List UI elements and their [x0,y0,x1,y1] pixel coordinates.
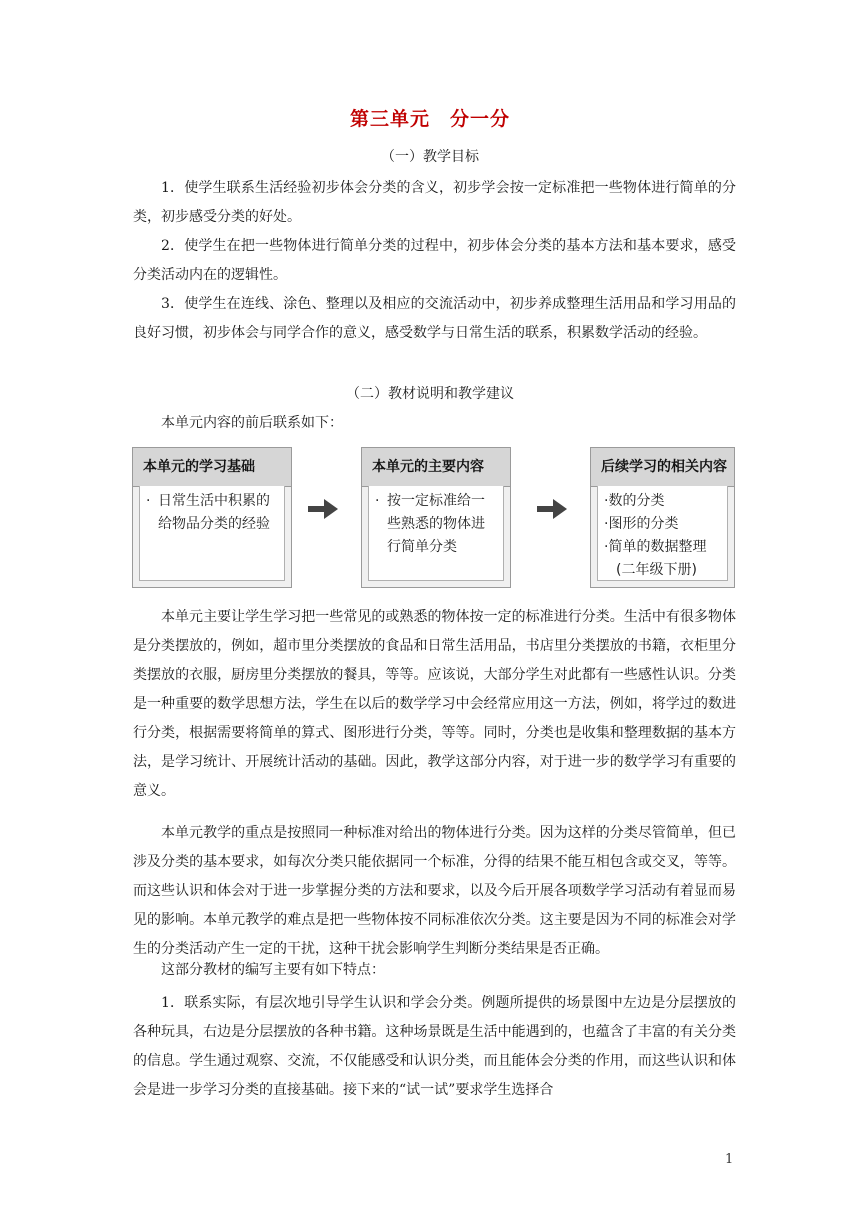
learning-foundation-box [132,447,292,588]
arrow-right-icon [537,499,567,519]
body-paragraph-1: 本单元主要让学生学习把一些常见的或熟悉的物体按一定的标准进行分类。生活中有很多物体是分类摆放的，例如，超市里分类摆放的食品和日常生活用品，书店里分类摆放的书籍，衣柜里分类摆放的衣服，厨房里分类摆放的餐具，等等。应该说，大部分学生对此都有一些感性认识。分类是一种重要的数学思想方法，学生在以后的数学学习中会经常应用这一方法，例如，将学过的数进行分类，根据需要将简单的算式、图形进行分类，等等。同时，分类也是收集和整理数据的基本方法，是学习统计、开展统计活动的基础。因此，教学这部分内容，对于进一步的数学学习有重要的意义。 [133,609,736,799]
objective-item-2: 2．使学生在把一些物体进行简单分类的过程中，初步体会分类的基本方法和基本要求，感受分类活动内在的逻辑性。 [133,238,736,283]
bullet: · [375,493,380,509]
follow-up-content [597,486,728,581]
main-content-content [368,486,504,581]
unit-title: 第三单元 分一分 [349,108,510,130]
follow-up-title: 后续学习的相关内容 [591,448,734,487]
learning-foundation-content [139,486,285,581]
learning-foundation-title: 本单元的学习基础 [133,448,291,487]
arrow-right-icon [308,499,338,519]
diagram-intro: 本单元内容的前后联系如下： [161,415,343,431]
unit-relation-diagram [132,447,735,590]
follow-up-item: ·简单的数据整理 [604,539,707,555]
main-line-3: 行简单分类 [387,539,457,555]
main-line-1: 按一定标准给一 [387,493,485,509]
main-line-2: 些熟悉的物体进 [387,516,485,532]
follow-up-note: (二年级下册) [616,562,697,578]
body-paragraph-2: 本单元教学的重点是按照同一种标准对给出的物体进行分类。因为这样的分类尽管简单，但已涉及分类的基本要求，如每次分类只能依据同一个标准，分得的结果不能互相包含或交叉，等等。而这些认识和体会对于进一步掌握分类的方法和要求，以及今后开展各项数学学习活动有着显而易见的影响。本单元教学的难点是把一些物体按不同标准依次分类。这主要是因为不同的标准会对学生的分类活动产生一定的干扰，这种干扰会影响学生判断分类结果是否正确。 [133,825,736,957]
follow-up-item: ·数的分类 [604,493,665,509]
foundation-line-2: 给物品分类的经验 [158,516,270,532]
page-number: 1 [725,1152,734,1167]
follow-up-box [590,447,735,588]
objective-item-1: 1．使学生联系生活经验初步体会分类的含义，初步学会按一定标准把一些物体进行简单的分类，初步感受分类的好处。 [133,180,736,225]
section-heading-objectives: （一）教学目标 [381,149,479,165]
foundation-line-1: 日常生活中积累的 [158,493,270,509]
main-content-box [361,447,511,588]
objective-item-3: 3．使学生在连线、涂色、整理以及相应的交流活动中，初步养成整理生活用品和学习用品的良好习惯，初步体会与同学合作的意义，感受数学与日常生活的联系，积累数学活动的经验。 [133,296,736,341]
body-paragraph-3: 这部分教材的编写主要有如下特点： [161,962,385,978]
body-paragraph-4: 1．联系实际，有层次地引导学生认识和学会分类。例题所提供的场景图中左边是分层摆放的各种玩具，右边是分层摆放的各种书籍。这种场景既是生活中能遇到的，也蕴含了丰富的有关分类的信息。学生通过观察、交流，不仅能感受和认识分类，而且能体会分类的作用，而这些认识和体会是进一步学习分类的直接基础。接下来的“试一试”要求学生选择合 [133,995,736,1098]
bullet: · [146,493,151,509]
main-content-title: 本单元的主要内容 [362,448,510,487]
follow-up-item: ·图形的分类 [604,516,679,532]
section-heading-materials: （二）教材说明和教学建议 [346,386,514,402]
